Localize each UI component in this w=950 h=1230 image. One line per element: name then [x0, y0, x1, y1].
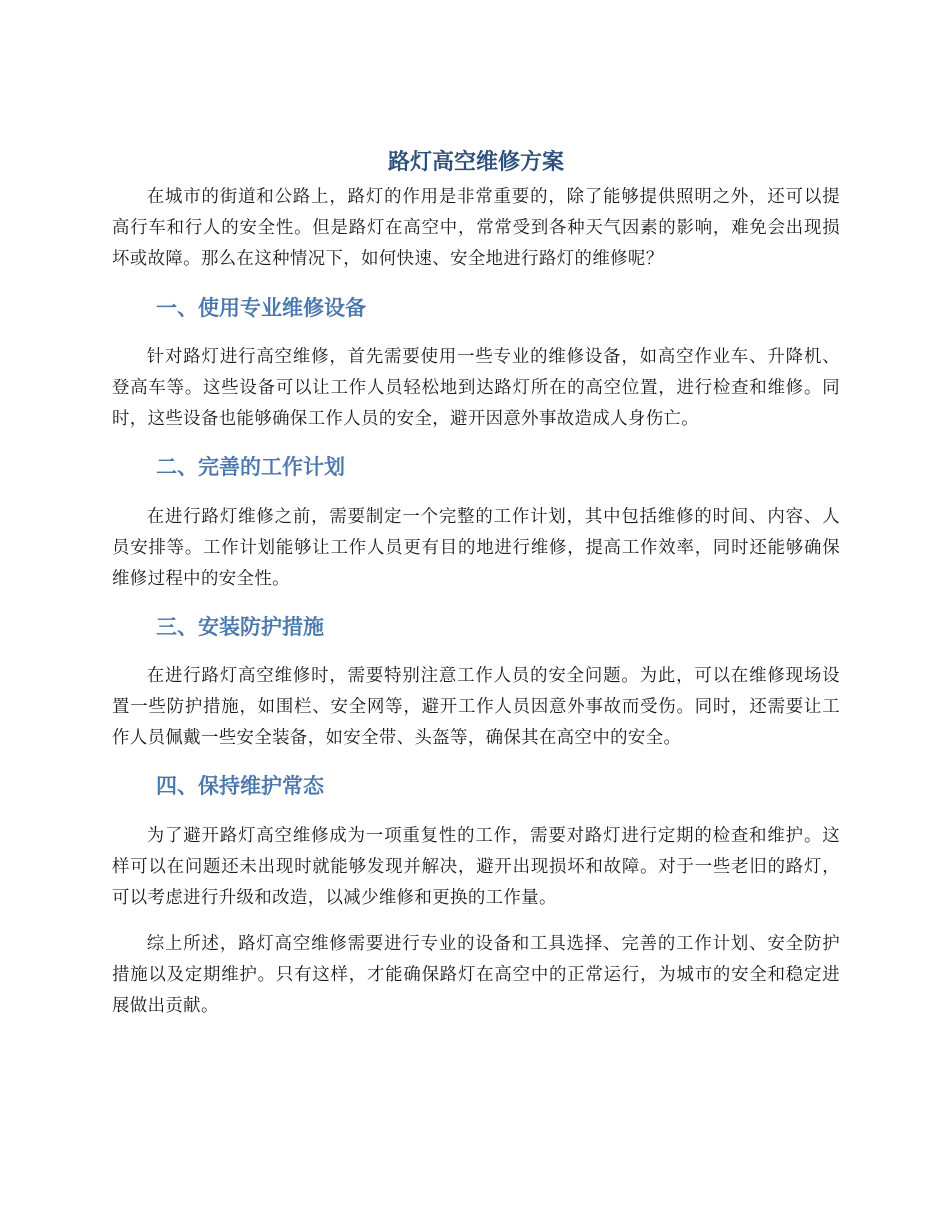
- section-heading-protection: 三、安装防护措施: [156, 615, 324, 639]
- intro-paragraph: 在城市的街道和公路上，路灯的作用是非常重要的，除了能够提供照明之外，还可以提高行车和行人的安全性。但是路灯在高空中，常常受到各种天气因素的影响，难免会出现损坏或故障。那么在这种情况下，如何快速、安全地进行路灯的维修呢？: [112, 187, 840, 269]
- section-heading-maintenance: 四、保持维护常态: [156, 774, 324, 798]
- document-title: 路灯高空维修方案: [387, 150, 564, 175]
- conclusion-paragraph: 综上所述，路灯高空维修需要进行专业的设备和工具选择、完善的工作计划、安全防护措施以及定期维护。只有这样，才能确保路灯在高空中的正常运行，为城市的安全和稳定进展做出贡献。: [112, 934, 840, 1016]
- section-heading-equipment: 一、使用专业维修设备: [156, 296, 366, 320]
- document-page: [112, 146, 840, 1022]
- section-body-maintenance: 为了避开路灯高空维修成为一项重复性的工作，需要对路灯进行定期的检查和维护。这样可以在问题还未出现时就能够发现并解决，避开出现损坏和故障。对于一些老旧的路灯，可以考虑进行升级和改造，以减少维修和更换的工作量。: [112, 826, 840, 908]
- section-body-protection: 在进行路灯高空维修时，需要特别注意工作人员的安全问题。为此，可以在维修现场设置一些防护措施，如围栏、安全网等，避开工作人员因意外事故而受伤。同时，还需要让工作人员佩戴一些安全装备，如安全带、头盔等，确保其在高空中的安全。: [112, 666, 840, 748]
- section-body-equipment: 针对路灯进行高空维修，首先需要使用一些专业的维修设备，如高空作业车、升降机、登高车等。这些设备可以让工作人员轻松地到达路灯所在的高空位置，进行检查和维修。同时，这些设备也能够确保工作人员的安全，避开因意外事故造成人身伤亡。: [112, 347, 840, 429]
- section-heading-work-plan: 二、完善的工作计划: [156, 455, 345, 479]
- section-body-work-plan: 在进行路灯维修之前，需要制定一个完整的工作计划，其中包括维修的时间、内容、人员安排等。工作计划能够让工作人员更有目的地进行维修，提高工作效率，同时还能够确保维修过程中的安全性。: [112, 507, 840, 589]
